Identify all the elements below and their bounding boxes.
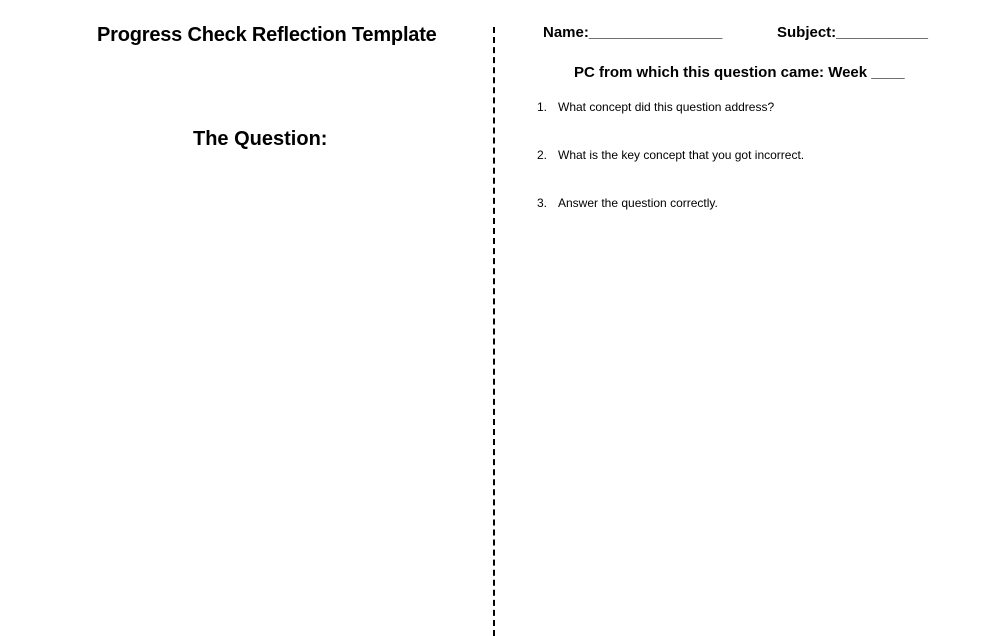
question-item <box>537 196 804 244</box>
question-text: What concept did this question address? <box>558 100 775 114</box>
question-item <box>537 148 804 196</box>
reflection-questions <box>537 100 804 244</box>
subject-field-label: Subject:___________ <box>777 24 928 41</box>
question-item <box>537 100 804 148</box>
name-field-label: Name:________________ <box>543 24 723 41</box>
dashed-divider <box>493 27 495 636</box>
pc-week-line: PC from which this question came: Week ____ <box>574 64 905 81</box>
question-text: What is the key concept that you got incorrect. <box>558 148 805 162</box>
question-number: 3. <box>537 196 548 210</box>
question-heading: The Question: <box>193 128 328 150</box>
question-number: 1. <box>537 100 548 114</box>
question-text: Answer the question correctly. <box>558 196 718 210</box>
template-title: Progress Check Reflection Template <box>97 24 437 46</box>
question-number: 2. <box>537 148 548 162</box>
